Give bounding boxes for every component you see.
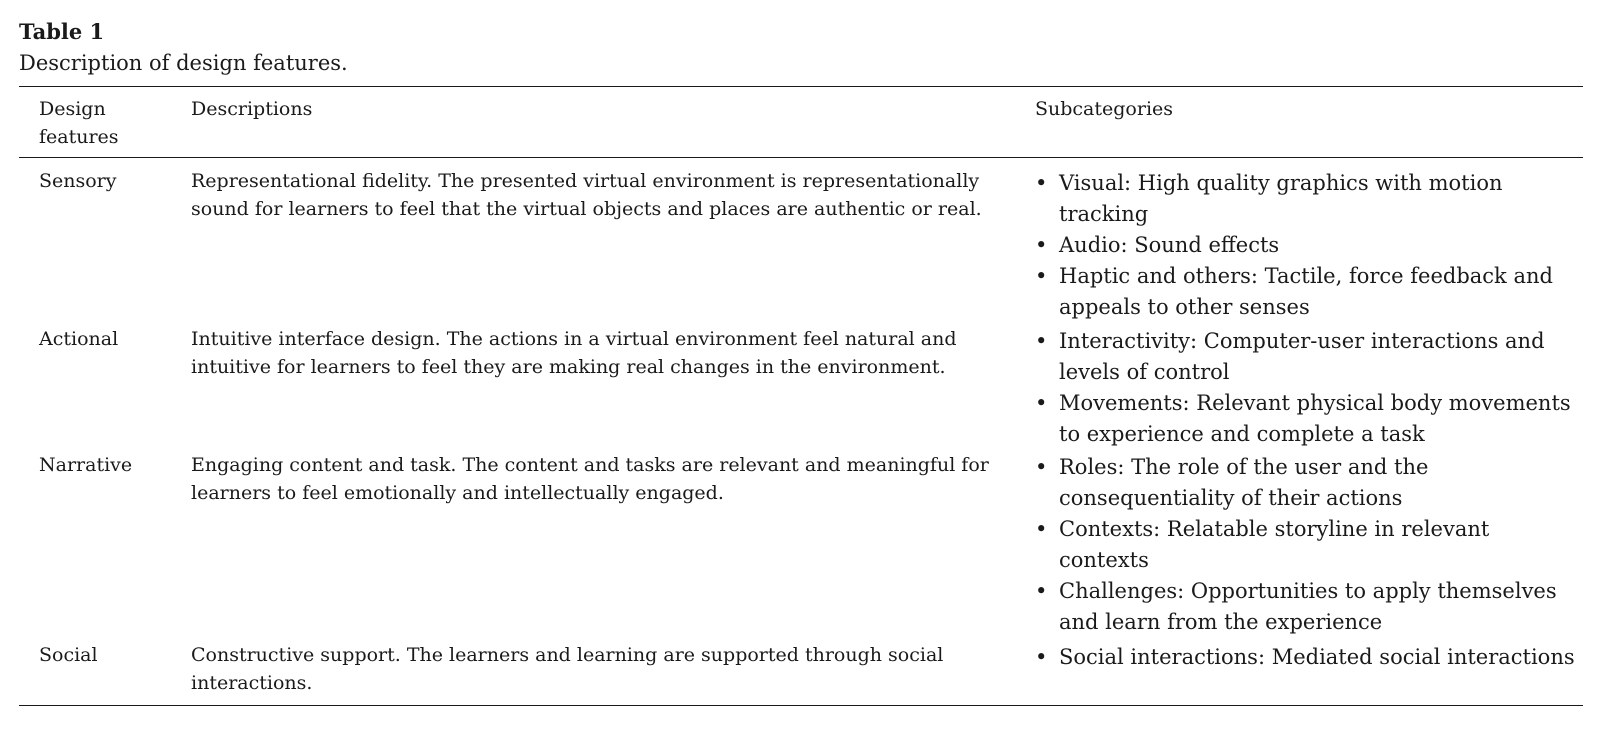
list-item: • Roles: The role of the user and the consequentiality of their actions — [1035, 452, 1580, 514]
row-sensory-subcategories — [1035, 168, 1580, 323]
bullet-icon: • — [1035, 579, 1048, 603]
row-narrative-subcategories — [1035, 452, 1580, 638]
row-social-feature: Social — [39, 644, 98, 666]
bullet-icon: • — [1035, 264, 1048, 288]
row-actional-subcategories — [1035, 326, 1580, 450]
list-item: • Movements: Relevant physical body movements to experience and complete a task — [1035, 388, 1580, 450]
bullet-icon: • — [1035, 517, 1048, 541]
header-design-features: Design features — [39, 98, 119, 148]
list-item: • Audio: Sound effects — [1035, 230, 1580, 261]
bullet-icon: • — [1035, 233, 1048, 257]
list-item: • Haptic and others: Tactile, force feedback and appeals to other senses — [1035, 261, 1580, 323]
row-social-subcategories — [1035, 642, 1580, 673]
list-item: • Challenges: Opportunities to apply themselves and learn from the experience — [1035, 576, 1580, 638]
list-item: • Contexts: Relatable storyline in relevant contexts — [1035, 514, 1580, 576]
header-descriptions: Descriptions — [191, 98, 313, 120]
bullet-icon: • — [1035, 645, 1048, 669]
list-item: • Visual: High quality graphics with motion tracking — [1035, 168, 1580, 230]
row-narrative-description: Engaging content and task. The content and tasks are relevant and meaningful for learners to feel emotionally and intellectually engaged. — [191, 454, 989, 504]
header-rule — [19, 157, 1583, 158]
row-actional-description: Intuitive interface design. The actions in a virtual environment feel natural and intuitive for learners to feel they are making real changes in the environment. — [191, 328, 957, 378]
bullet-icon: • — [1035, 391, 1048, 415]
row-sensory-feature: Sensory — [39, 170, 117, 192]
list-item: • Interactivity: Computer-user interactions and levels of control — [1035, 326, 1580, 388]
row-narrative-feature: Narrative — [39, 454, 133, 476]
list-item: • Social interactions: Mediated social interactions — [1035, 642, 1580, 673]
top-rule — [19, 86, 1583, 87]
table-title: Table 1 — [19, 19, 105, 44]
bullet-icon: • — [1035, 455, 1048, 479]
bullet-icon: • — [1035, 171, 1048, 195]
bullet-icon: • — [1035, 329, 1048, 353]
row-social-description: Constructive support. The learners and learning are supported through social interactions. — [191, 644, 944, 694]
bottom-rule — [19, 705, 1583, 706]
row-sensory-description: Representational fidelity. The presented virtual environment is representationally sound for learners to feel that the virtual objects and places are authentic or real. — [191, 170, 982, 220]
table-caption: Description of design features. — [19, 51, 348, 75]
header-subcategories: Subcategories — [1035, 98, 1174, 120]
row-actional-feature: Actional — [39, 328, 119, 350]
